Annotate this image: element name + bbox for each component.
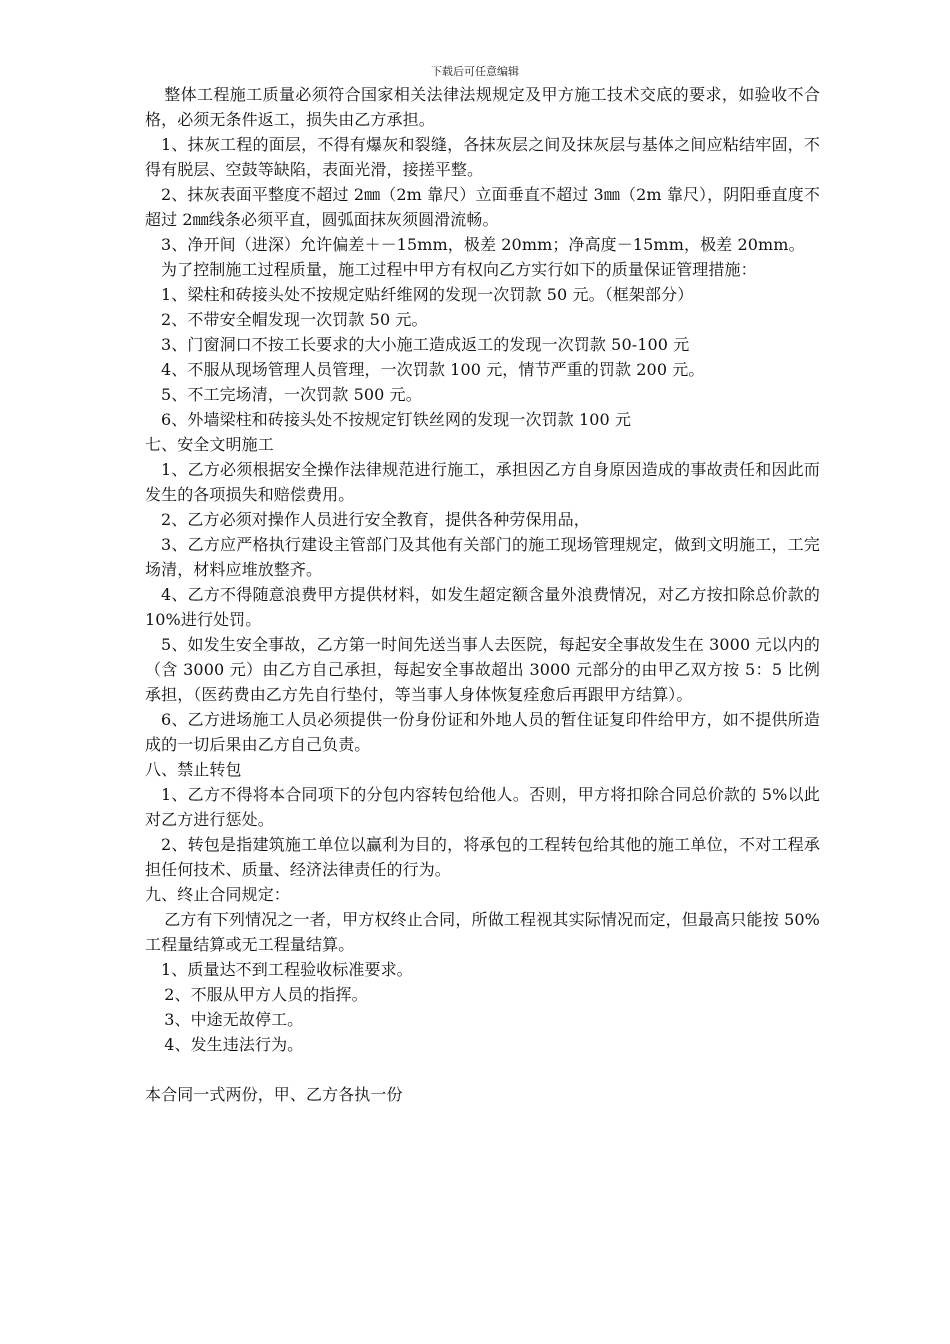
paragraph: 2、抹灰表面平整度不超过 2㎜（2m 靠尺）立面垂直不超过 3㎜（2m 靠尺），阴阳垂直度不超过 2㎜线条必须平直，圆弧面抹灰须圆滑流畅。 <box>145 185 820 229</box>
closing-statement: 本合同一式两份，甲、乙方各执一份 <box>145 1085 403 1104</box>
paragraph: 乙方有下列情况之一者，甲方权终止合同，所做工程视其实际情况而定，但最高只能按 50%工程量结算或无工程量结算。 <box>145 910 820 954</box>
section-heading: 七、安全文明施工 <box>145 435 274 454</box>
section-heading: 八、禁止转包 <box>145 760 242 779</box>
paragraph: 3、净开间（进深）允许偏差＋－15mm，极差 20mm；净高度－15mm，极差 20mm。 <box>161 235 805 254</box>
page-header-note: 下载后可任意编辑 <box>431 65 519 78</box>
paragraph: 4、不服从现场管理人员管理，一次罚款 100 元，情节严重的罚款 200 元。 <box>161 360 705 379</box>
paragraph: 5、不工完场清，一次罚款 500 元。 <box>161 385 422 404</box>
paragraph: 1、抹灰工程的面层，不得有爆灰和裂缝，各抹灰层之间及抹灰层与基体之间应粘结牢固，不得有脱层、空鼓等缺陷，表面光滑，接搓平整。 <box>145 135 820 179</box>
paragraph: 3、乙方应严格执行建设主管部门及其他有关部门的施工现场管理规定，做到文明施工，工完场清，材料应堆放整齐。 <box>145 535 820 579</box>
paragraph: 1、乙方必须根据安全操作法律规范进行施工，承担因乙方自身原因造成的事故责任和因此而发生的各项损失和赔偿费用。 <box>145 460 820 504</box>
paragraph: 1、梁柱和砖接头处不按规定贴纤维网的发现一次罚款 50 元。（框架部分） <box>161 285 694 304</box>
paragraph: 为了控制施工过程质量，施工过程中甲方有权向乙方实行如下的质量保证管理措施： <box>161 260 757 279</box>
paragraph: 6、外墙梁柱和砖接头处不按规定钉铁丝网的发现一次罚款 100 元 <box>161 410 632 429</box>
document-body <box>145 82 820 1107</box>
paragraph: 3、中途无故停工。 <box>164 1010 304 1029</box>
paragraph: 5、如发生安全事故，乙方第一时间先送当事人去医院，每起安全事故发生在 3000 元以内的（含 3000 元）由乙方自己承担，每起安全事故超出 3000 元部分的由甲乙双方按 5：5 比例承担，（医药费由乙方先自行垫付，等当事人身体恢复痊愈后再跟甲方结算）。 <box>145 635 820 704</box>
paragraph: 1、乙方不得将本合同项下的分包内容转包给他人。否则，甲方将扣除合同总价款的 5%以此对乙方进行惩处。 <box>145 785 820 829</box>
paragraph: 3、门窗洞口不按工长要求的大小施工造成返工的发现一次罚款 50-100 元 <box>161 335 690 354</box>
blank-line <box>145 1057 820 1082</box>
paragraph: 2、不带安全帽发现一次罚款 50 元。 <box>161 310 428 329</box>
paragraph: 2、转包是指建筑施工单位以赢利为目的，将承包的工程转包给其他的施工单位，不对工程承担任何技术、质量、经济法律责任的行为。 <box>145 835 820 879</box>
paragraph: 2、乙方必须对操作人员进行安全教育，提供各种劳保用品， <box>161 510 590 529</box>
paragraph: 4、发生违法行为。 <box>164 1035 304 1054</box>
paragraph: 2、不服从甲方人员的指挥。 <box>164 985 368 1004</box>
paragraph: 整体工程施工质量必须符合国家相关法律法规规定及甲方施工技术交底的要求，如验收不合格，必须无条件返工，损失由乙方承担。 <box>145 85 820 129</box>
paragraph: 1、质量达不到工程验收标准要求。 <box>161 960 413 979</box>
paragraph: 6、乙方进场施工人员必须提供一份身份证和外地人员的暂住证复印件给甲方，如不提供所造成的一切后果由乙方自己负责。 <box>145 710 820 754</box>
paragraph: 4、乙方不得随意浪费甲方提供材料，如发生超定额含量外浪费情况，对乙方按扣除总价款的 10%进行处罚。 <box>145 585 820 629</box>
section-heading: 九、终止合同规定： <box>145 885 290 904</box>
